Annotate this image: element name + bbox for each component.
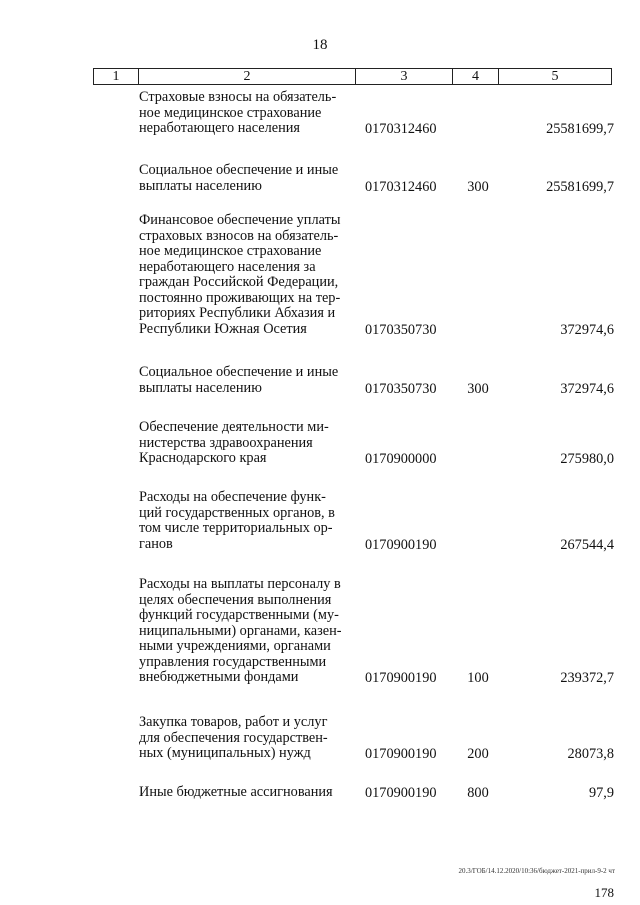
description-line: Расходы на выплаты персоналу в (139, 576, 341, 592)
row-sum: 97,9 (588, 785, 614, 801)
description-line: нистерства здравоохранения (139, 434, 313, 451)
row-code: 0170350730 (365, 380, 437, 397)
description-line: выплаты населению (139, 177, 262, 194)
description-line: выплаты населению (139, 379, 262, 396)
row-code: 0170900000 (365, 451, 437, 467)
header-col-3: 3 (356, 69, 453, 84)
row-description (139, 90, 355, 137)
header-col-1: 1 (94, 69, 139, 84)
row-description (139, 785, 355, 801)
row-sum: 25581699,7 (546, 178, 614, 195)
row-code: 0170900190 (365, 746, 437, 762)
row-description (139, 420, 355, 467)
row-sum: 267544,4 (560, 536, 614, 553)
description-line: ное медицинское страхование (139, 104, 322, 121)
description-line: внебюджетными фондами (139, 669, 299, 685)
row-description (139, 163, 355, 194)
description-line: риториях Республики Абхазия и (139, 305, 336, 321)
header-col-2: 2 (139, 69, 356, 84)
description-line: Обеспечение деятельности ми- (139, 419, 329, 435)
description-line: ниципальными) органами, казен- (139, 622, 342, 639)
description-line: Расходы на обеспечение функ- (139, 489, 326, 505)
description-line: ными учреждениями, органами (139, 638, 331, 654)
header-col-4: 4 (453, 69, 499, 84)
page-number: 18 (312, 37, 328, 53)
description-line: ное медицинское страхование (139, 243, 322, 259)
row-description (139, 490, 355, 552)
row-code: 0170900190 (365, 670, 437, 686)
row-expense-type: 300 (467, 178, 489, 195)
description-line: неработающего населения (139, 120, 300, 136)
footer-page-number: 178 (594, 885, 614, 900)
row-sum: 275980,0 (560, 451, 614, 467)
description-line: Иные бюджетные ассигнования (139, 784, 333, 800)
description-line: неработающего населения за (139, 258, 316, 275)
description-line: Социальное обеспечение и иные (139, 162, 339, 178)
row-code: 0170900190 (365, 536, 437, 553)
footer-stamp: 20.3/ГОБ/14.12.2020/10:36/бюджет-2021-прил-9-2 чт (458, 867, 615, 875)
row-sum: 239372,7 (560, 670, 614, 686)
row-description (139, 213, 355, 337)
description-line: ганов (139, 535, 173, 552)
description-line: Страховые взносы на обязатель- (139, 89, 337, 105)
row-expense-type: 800 (467, 785, 489, 801)
header-col-5: 5 (551, 69, 559, 84)
description-line: управления государственными (139, 653, 327, 670)
description-line: Закупка товаров, работ и услуг (139, 714, 328, 730)
description-line: том числе территориальных ор- (139, 520, 333, 536)
description-line: ций государственных органов, в (139, 504, 335, 521)
description-line: страховых взносов на обязатель- (139, 227, 339, 244)
row-sum: 372974,6 (560, 321, 614, 338)
table-header (93, 68, 612, 85)
description-line: Краснодарского края (139, 450, 267, 466)
row-code: 0170312460 (365, 121, 437, 137)
description-line: для обеспечения государствен- (139, 729, 328, 746)
row-sum: 372974,6 (560, 380, 614, 397)
description-line: постоянно проживающих на тер- (139, 289, 341, 306)
row-code: 0170312460 (365, 178, 437, 195)
row-expense-type: 300 (467, 380, 489, 397)
description-line: граждан Российской Федерации, (139, 274, 339, 290)
row-sum: 28073,8 (567, 746, 614, 762)
row-code: 0170900190 (365, 785, 437, 801)
row-description (139, 715, 355, 762)
description-line: Республики Южная Осетия (139, 320, 307, 337)
row-sum: 25581699,7 (546, 121, 614, 137)
description-line: целях обеспечения выполнения (139, 591, 332, 608)
description-line: функций государственными (му- (139, 607, 339, 623)
description-line: ных (муниципальных) нужд (139, 745, 311, 761)
row-code: 0170350730 (365, 321, 437, 338)
row-expense-type: 100 (467, 670, 489, 686)
row-description (139, 577, 355, 686)
description-line: Социальное обеспечение и иные (139, 364, 339, 380)
row-expense-type: 200 (467, 746, 489, 762)
description-line: Финансовое обеспечение уплаты (139, 212, 341, 228)
row-description (139, 365, 355, 396)
